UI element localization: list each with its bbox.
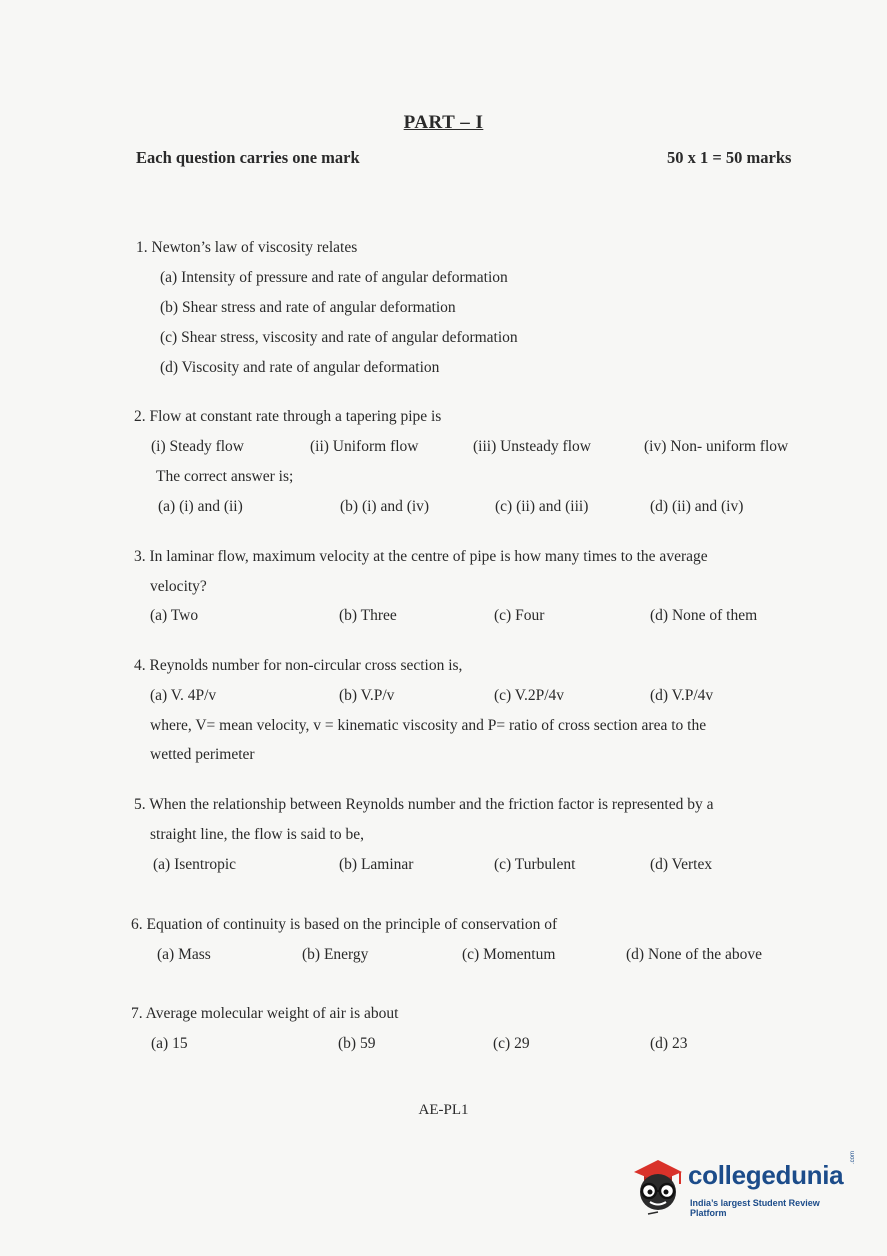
question-4-note: where, V= mean velocity, v = kinematic viscosity and P= ratio of cross section area to the: [150, 717, 707, 734]
question-1-option-d: (d) Viscosity and rate of angular deformation: [160, 359, 440, 376]
question-2-statement-iii: (iii) Unsteady flow: [473, 438, 591, 455]
page-code: AE-PL1: [418, 1102, 469, 1118]
question-6-option-b: (b) Energy: [302, 946, 369, 963]
question-2-statement-i: (i) Steady flow: [151, 438, 244, 455]
question-7-option-a: (a) 15: [151, 1035, 188, 1052]
question-7-option-d: (d) 23: [650, 1035, 688, 1052]
question-4-option-b: (b) V.P/v: [339, 687, 395, 704]
question-2-statement-ii: (ii) Uniform flow: [310, 438, 419, 455]
question-2-option-b: (b) (i) and (iv): [340, 498, 430, 515]
question-5-stem: 5. When the relationship between Reynolds number and the friction factor is represented by a: [134, 796, 714, 813]
question-1-option-b: (b) Shear stress and rate of angular deformation: [160, 299, 456, 316]
question-3-option-b: (b) Three: [339, 607, 397, 624]
question-3-option-c: (c) Four: [494, 607, 545, 624]
question-5-option-b: (b) Laminar: [339, 856, 414, 873]
logo-domain-suffix: .com: [850, 1150, 856, 1164]
question-2-option-a: (a) (i) and (ii): [158, 498, 243, 515]
question-1-option-c: (c) Shear stress, viscosity and rate of angular deformation: [160, 329, 518, 346]
collegedunia-logo: [628, 1150, 858, 1230]
mascot-icon: [628, 1154, 686, 1216]
question-6-option-a: (a) Mass: [157, 946, 211, 963]
question-6-option-d: (d) None of the above: [626, 946, 763, 963]
part-title: PART – I: [403, 112, 484, 133]
question-5-option-d: (d) Vertex: [650, 856, 713, 873]
question-7-stem: 7. Average molecular weight of air is about: [131, 1005, 399, 1022]
question-6-stem: 6. Equation of continuity is based on the principle of conservation of: [131, 916, 558, 933]
question-2-option-d: (d) (ii) and (iv): [650, 498, 744, 515]
question-4-option-d: (d) V.P/4v: [650, 687, 714, 704]
question-2-stem: 2. Flow at constant rate through a tapering pipe is: [134, 408, 442, 425]
logo-tagline: India’s largest Student Review Platform: [690, 1198, 820, 1218]
question-1-option-a: (a) Intensity of pressure and rate of angular deformation: [160, 269, 508, 286]
question-2-note: The correct answer is;: [156, 468, 294, 485]
question-5-stem-continued: straight line, the flow is said to be,: [150, 826, 364, 843]
question-3-stem-continued: velocity?: [150, 578, 207, 595]
question-4-stem: 4. Reynolds number for non-circular cross section is,: [134, 657, 463, 674]
question-7-option-c: (c) 29: [493, 1035, 530, 1052]
question-3-option-d: (d) None of them: [650, 607, 758, 624]
question-6-option-c: (c) Momentum: [462, 946, 556, 963]
question-4-option-a: (a) V. 4P/v: [150, 687, 217, 704]
logo-wordmark: collegedunia: [688, 1160, 844, 1190]
question-2-statement-iv: (iv) Non- uniform flow: [644, 438, 789, 455]
question-1-stem: 1. Newton’s law of viscosity relates: [136, 239, 358, 256]
question-5-option-c: (c) Turbulent: [494, 856, 576, 873]
question-2-option-c: (c) (ii) and (iii): [495, 498, 589, 515]
question-4-note-continued: wetted perimeter: [150, 746, 255, 763]
question-3-stem: 3. In laminar flow, maximum velocity at the centre of pipe is how many times to the average: [134, 548, 708, 565]
question-3-option-a: (a) Two: [150, 607, 199, 624]
marks-total: 50 x 1 = 50 marks: [667, 148, 792, 167]
marks-instruction: Each question carries one mark: [136, 148, 360, 167]
question-4-option-c: (c) V.2P/4v: [494, 687, 565, 704]
question-7-option-b: (b) 59: [338, 1035, 376, 1052]
question-5-option-a: (a) Isentropic: [153, 856, 237, 873]
